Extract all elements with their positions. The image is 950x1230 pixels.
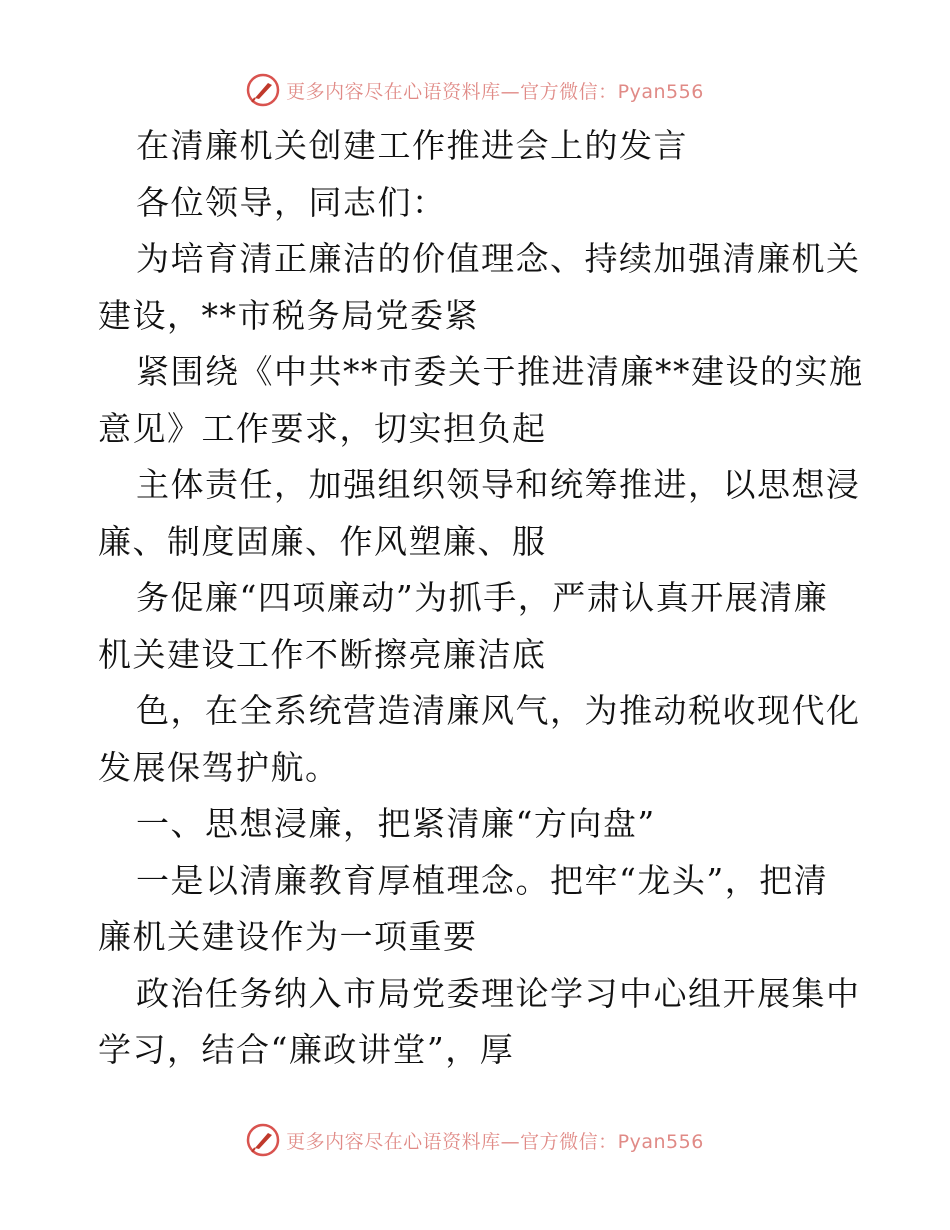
text-line: 一是以清廉教育厚植理念。把牢“龙头”，把清 — [136, 860, 829, 900]
text-line: 廉机关建设作为一项重要 — [98, 917, 478, 956]
text-line: 务促廉“四项廉动”为抓手，严肃认真开展清廉 — [136, 578, 829, 617]
header-watermark-banner — [0, 70, 950, 110]
text-line: 色，在全系统营造清廉风气，为推动税收现代化 — [136, 691, 861, 730]
document-body — [98, 118, 864, 1079]
feather-pen-logo-icon — [246, 1123, 280, 1157]
watermark-text: 更多内容尽在心语资料库—官方微信：Pyan556 — [286, 80, 704, 103]
text-line: 建设，**市税务局党委紧 — [98, 295, 479, 335]
text-line: 机关建设工作不断擦亮廉洁底 — [98, 634, 547, 674]
text-line: 廉、制度固廉、作风塑廉、服 — [98, 521, 547, 561]
text-line: 学习，结合“廉政讲堂”，厚 — [98, 1030, 515, 1069]
text-line: 意见》工作要求，切实担负起 — [98, 408, 547, 448]
text-line: 主体责任，加强组织领导和统筹推进，以思想浸 — [136, 465, 861, 504]
text-line: 为培育清正廉洁的价值理念、持续加强清廉机关 — [136, 239, 861, 278]
text-line: 各位领导，同志们： — [136, 182, 447, 222]
watermark-text: 更多内容尽在心语资料库—官方微信：Pyan556 — [286, 1130, 704, 1153]
text-line: 在清廉机关创建工作推进会上的发言 — [136, 126, 688, 165]
text-line: 发展保驾护航。 — [98, 747, 340, 787]
text-line: 一、思想浸廉，把紧清廉“方向盘” — [136, 804, 656, 843]
text-line: 紧围绕《中共**市委关于推进清廉**建设的实施 — [136, 352, 864, 391]
feather-pen-logo-icon — [246, 73, 280, 107]
text-line: 政治任务纳入市局党委理论学习中心组开展集中 — [136, 973, 861, 1013]
footer-watermark-banner — [0, 1120, 950, 1160]
